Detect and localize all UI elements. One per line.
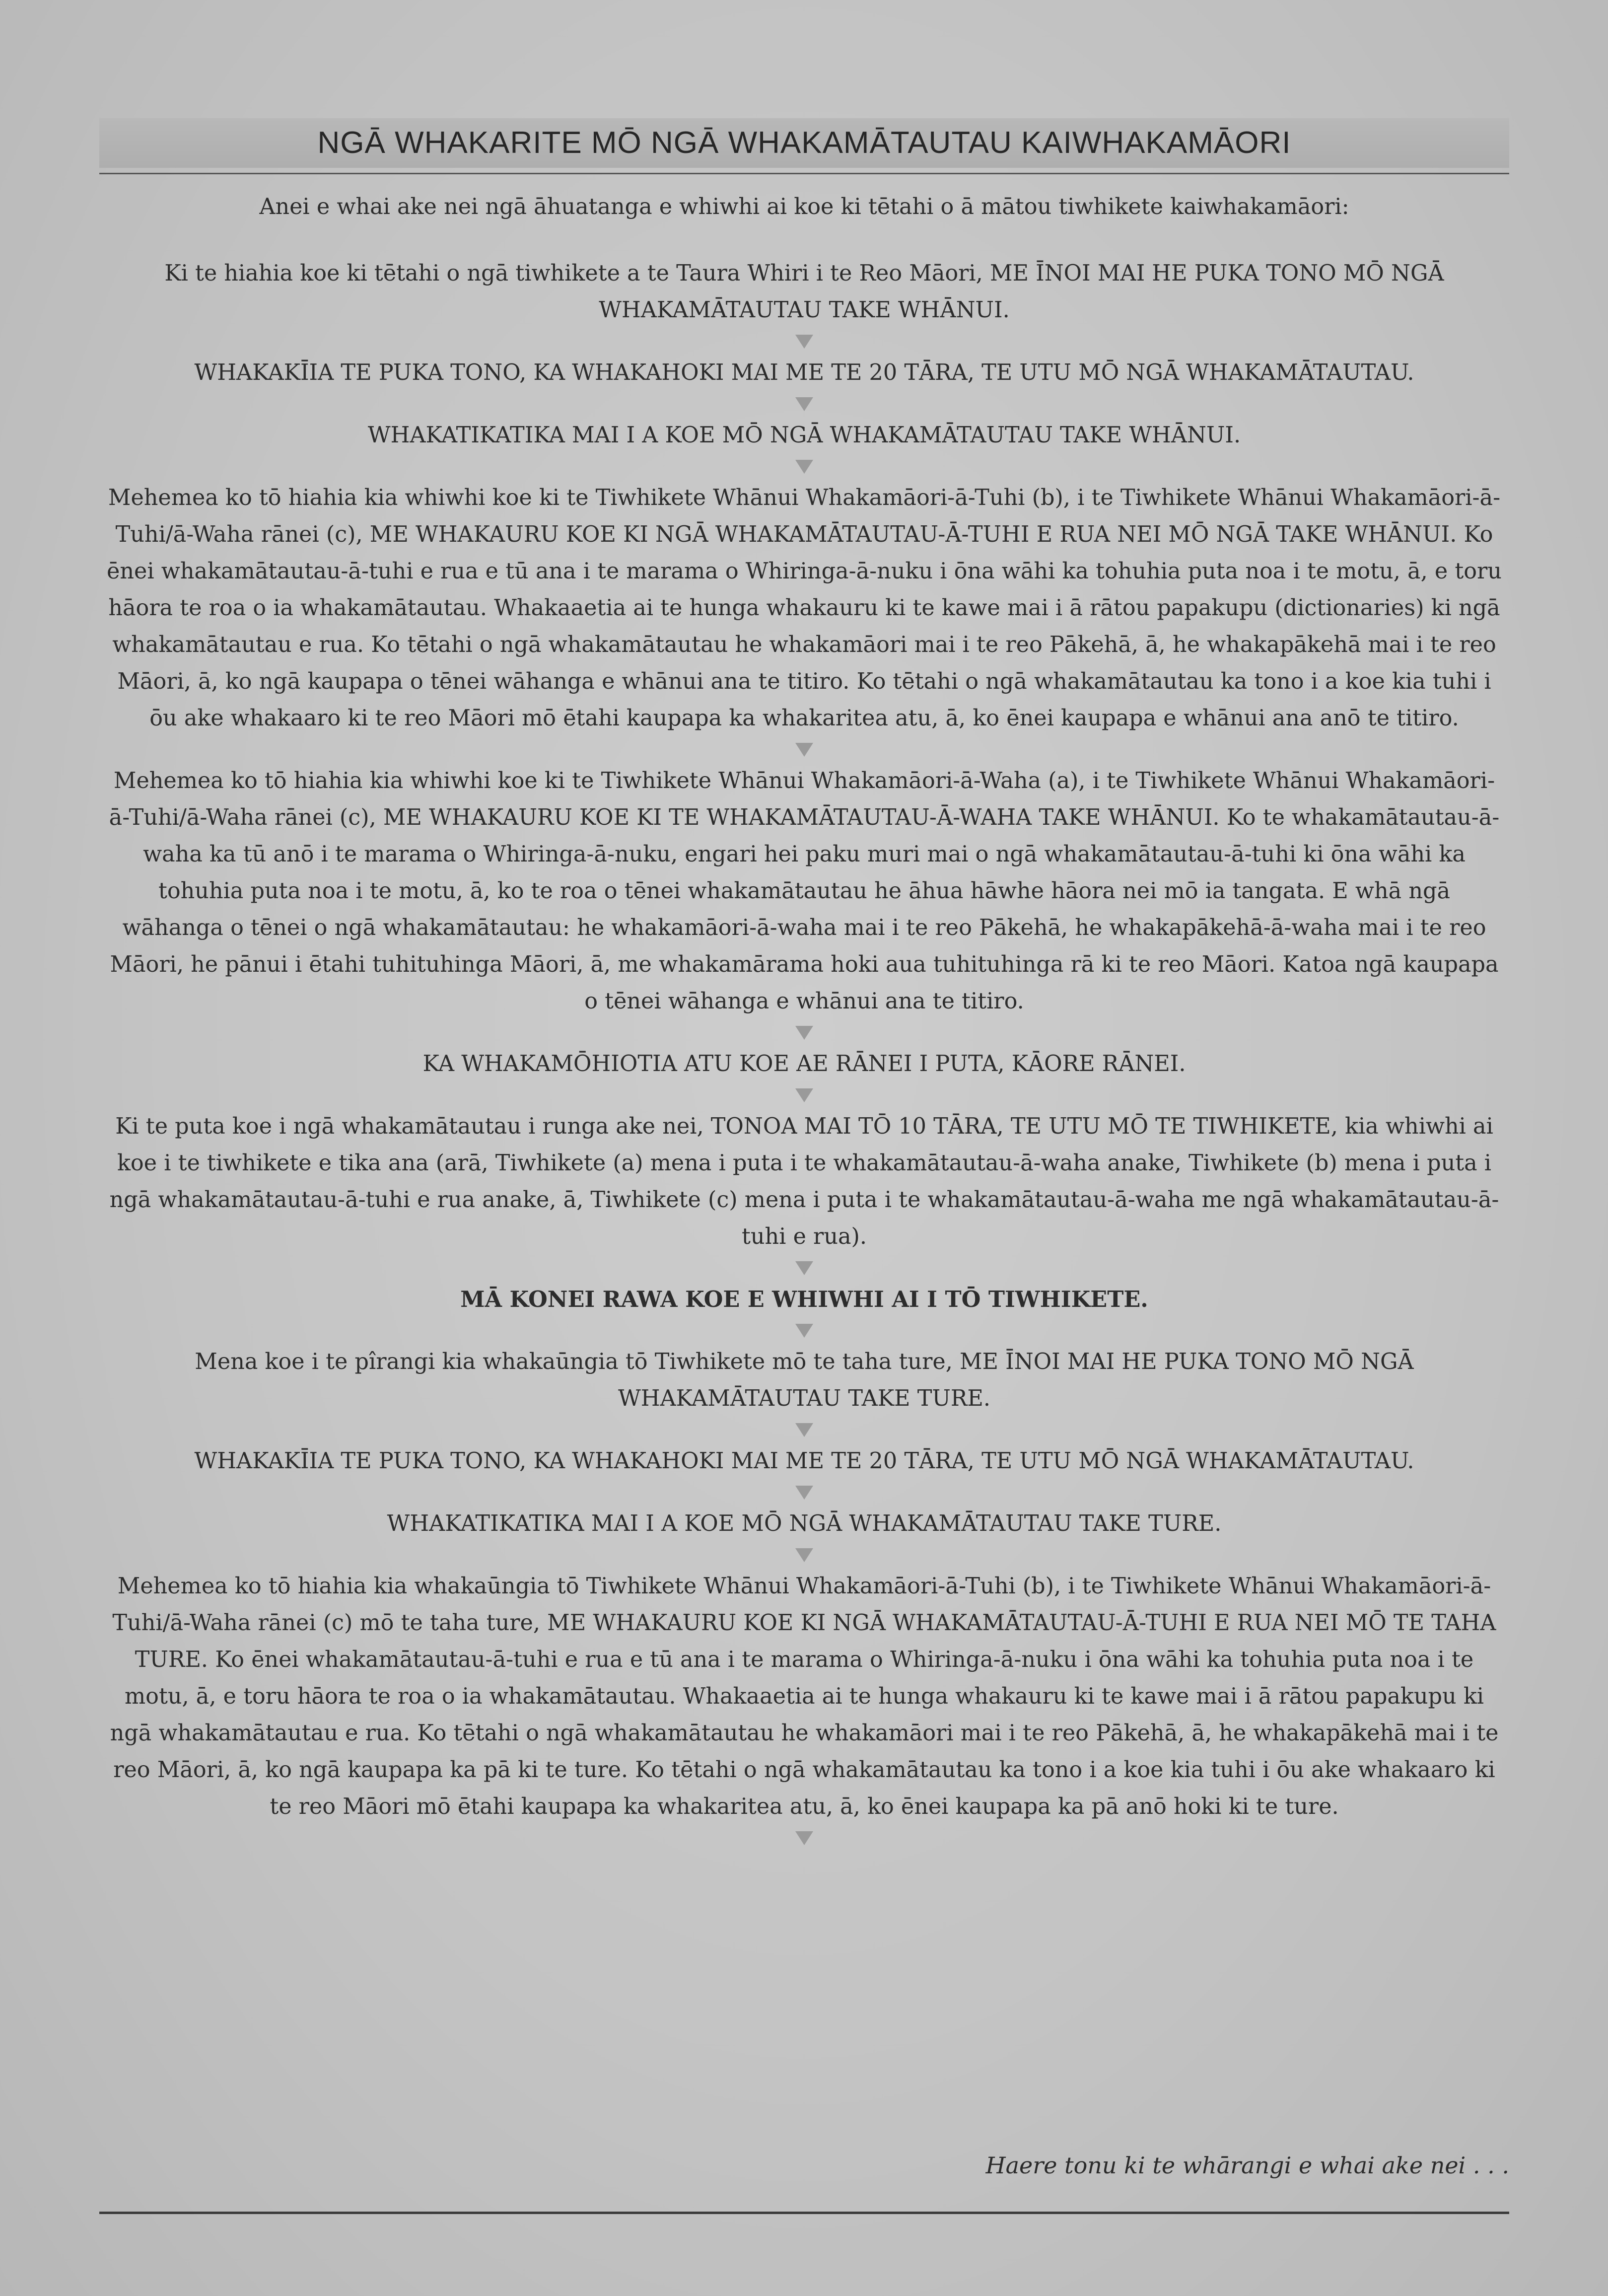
step-request-form-general: Ki te hiahia koe ki tētahi o ngā tiwhikete a te Taura Whiri i te Reo Māori, ME ĪNOI MAI HE PUKA TONO MŌ NGĀ WHAKAMĀTAUTAU TAKE WHĀNUI.: [164, 261, 1444, 323]
down-arrow-icon: [99, 1318, 1509, 1344]
down-arrow-icon: [99, 1480, 1509, 1506]
down-arrow-icon: [99, 1542, 1509, 1568]
step-fill-form-general: WHAKAKĪIA TE PUKA TONO, KA WHAKAHOKI MAI ME TE 20 TĀRA, TE UTU MŌ NGĀ WHAKAMĀTAUTAU.: [194, 360, 1414, 385]
step-request-form-legal: Mena koe i te pîrangi kia whakaūngia tō Tiwhikete mō te taha ture, ME ĪNOI MAI HE PUKA TONO MŌ NGĀ WHAKAMĀTAUTAU TAKE TURE.: [195, 1349, 1414, 1411]
step-prepare-general: WHAKATIKATIKA MAI I A KOE MŌ NGĀ WHAKAMĀTAUTAU TAKE WHĀNUI.: [367, 423, 1241, 448]
down-arrow-icon: [99, 1082, 1509, 1108]
intro-paragraph: Anei e whai ake nei ngā āhuatanga e whiwhi ai koe ki tētahi o ā mātou tiwhikete kaiwhakamāori:: [259, 194, 1349, 219]
down-arrow-icon: [99, 1417, 1509, 1443]
step-oral-exam-general: Mehemea ko tō hiahia kia whiwhi koe ki te Tiwhikete Whānui Whakamāori-ā-Waha (a), i te Tiwhikete Whānui Whakamāori-ā-Tuhi/ā-Waha rānei (c), ME WHAKAURU KOE KI TE WHAKAMĀTAUTAU-Ā-WAHA TAKE WHĀNUI. Ko te whakamātautau-ā-waha ka tū anō i te marama o Whiringa-ā-nuku, engari hei paku muri mai o ngā whakamātautau-ā-tuhi ki ōna wāhi ka tohuhia puta noa i te motu, ā, ko te roa o tēnei whakamātautau he āhua hāwhe hāora nei mō ia tangata. E whā ngā wāhanga o tēnei o ngā whakamātautau: he whakamāori-ā-waha mai i te reo Pākehā, he whakapākehā-ā-waha mai i te reo Māori, he pānui i ētahi tuhituhinga Māori, ā, me whakamārama hoki aua tuhituhinga rā ki te reo Māori. Katoa ngā kaupapa o tēnei wāhanga e whānui ana te titiro.: [109, 768, 1500, 1014]
down-arrow-icon: [99, 737, 1509, 763]
step-certificate-fee: Ki te puta koe i ngā whakamātautau i runga ake nei, TONOA MAI TŌ 10 TĀRA, TE UTU MŌ TE TIWHIKETE, kia whiwhi ai koe i te tiwhikete e tika ana (arā, Tiwhikete (a) mena i puta i te whakamātautau-ā-waha anake, Tiwhikete (b) mena i puta i ngā whakamātautau-ā-tuhi e rua anake, ā, Tiwhikete (c) mena i puta i te whakamātautau-ā-waha me ngā whakamātautau-ā-tuhi e rua).: [109, 1114, 1499, 1249]
document-page: [99, 118, 1509, 2219]
step-prepare-legal: WHAKATIKATIKA MAI I A KOE MŌ NGĀ WHAKAMĀTAUTAU TAKE TURE.: [387, 1511, 1222, 1536]
spacer: [99, 225, 1509, 255]
down-arrow-icon: [99, 1255, 1509, 1281]
instructions-content: [99, 189, 1509, 1851]
footer-divider: [99, 2212, 1509, 2214]
page-title: NGĀ WHAKARITE MŌ NGĀ WHAKAMĀTAUTAU KAIWHAKAMĀORI: [317, 126, 1291, 160]
step-receive-certificate: MĀ KONEI RAWA KOE E WHIWHI AI I TŌ TIWHIKETE.: [460, 1287, 1148, 1312]
step-written-exams-legal: Mehemea ko tō hiahia kia whakaūngia tō Tiwhikete Whānui Whakamāori-ā-Tuhi (b), i te Tiwhikete Whānui Whakamāori-ā-Tuhi/ā-Waha rānei (c) mō te taha ture, ME WHAKAURU KOE KI NGĀ WHAKAMĀTAUTAU-Ā-TUHI E RUA NEI MŌ TE TAHA TURE. Ko ēnei whakamātautau-ā-tuhi e rua e tū ana i te marama o Whiringa-ā-nuku i ōna wāhi ka tohuhia puta noa i te motu, ā, e toru hāora te roa o ia whakamātautau. Whakaaetia ai te hunga whakauru ki te kawe mai i ā rātou papakupu ki ngā whakamātautau e rua. Ko tētahi o ngā whakamātautau he whakamāori mai i te reo Pākehā, ā, he whakapākehā mai i te reo Māori, ā, ko ngā kaupapa ka pā ki te ture. Ko tētahi o ngā whakamātautau ka tono i a koe kia tuhi i ōu ake whakaaro ki te reo Māori mō ētahi kaupapa ka whakaritea atu, ā, ko ēnei kaupapa ka pā anō hoki ki te ture.: [110, 1574, 1499, 1819]
down-arrow-icon: [99, 391, 1509, 417]
header-divider: [99, 173, 1509, 174]
down-arrow-icon: [99, 1825, 1509, 1851]
down-arrow-icon: [99, 1020, 1509, 1046]
down-arrow-icon: [99, 454, 1509, 480]
step-fill-form-legal: WHAKAKĪIA TE PUKA TONO, KA WHAKAHOKI MAI ME TE 20 TĀRA, TE UTU MŌ NGĀ WHAKAMĀTAUTAU.: [194, 1448, 1414, 1474]
down-arrow-icon: [99, 329, 1509, 355]
step-notification: KA WHAKAMŌHIOTIA ATU KOE AE RĀNEI I PUTA, KĀORE RĀNEI.: [422, 1051, 1186, 1076]
continued-note: Haere tonu ki te whārangi e whai ake nei . . .: [985, 2152, 1509, 2179]
step-written-exams-general: Mehemea ko tō hiahia kia whiwhi koe ki te Tiwhikete Whānui Whakamāori-ā-Tuhi (b), i te Tiwhikete Whānui Whakamāori-ā-Tuhi/ā-Waha rānei (c), ME WHAKAURU KOE KI NGĀ WHAKAMĀTAUTAU-Ā-TUHI E RUA NEI MŌ NGĀ TAKE WHĀNUI. Ko ēnei whakamātautau-ā-tuhi e rua e tū ana i te marama o Whiringa-ā-nuku i ōna wāhi ka tohuhia puta noa i te motu, ā, e toru hāora te roa o ia whakamātautau. Whakaaetia ai te hunga whakauru ki te kawe mai i ā rātou papakupu (dictionaries) ki ngā whakamātautau e rua. Ko tētahi o ngā whakamātautau he whakamāori mai i te reo Pākehā, ā, he whakapākehā mai i te reo Māori, ā, ko ngā kaupapa o tēnei wāhanga e whānui ana te titiro. Ko tētahi o ngā whakamātautau ka tono i a koe kia tuhi i ōu ake whakaaro ki te reo Māori mō ētahi kaupapa ka whakaritea atu, ā, ko ēnei kaupapa e whānui ana anō te titiro.: [107, 485, 1502, 731]
